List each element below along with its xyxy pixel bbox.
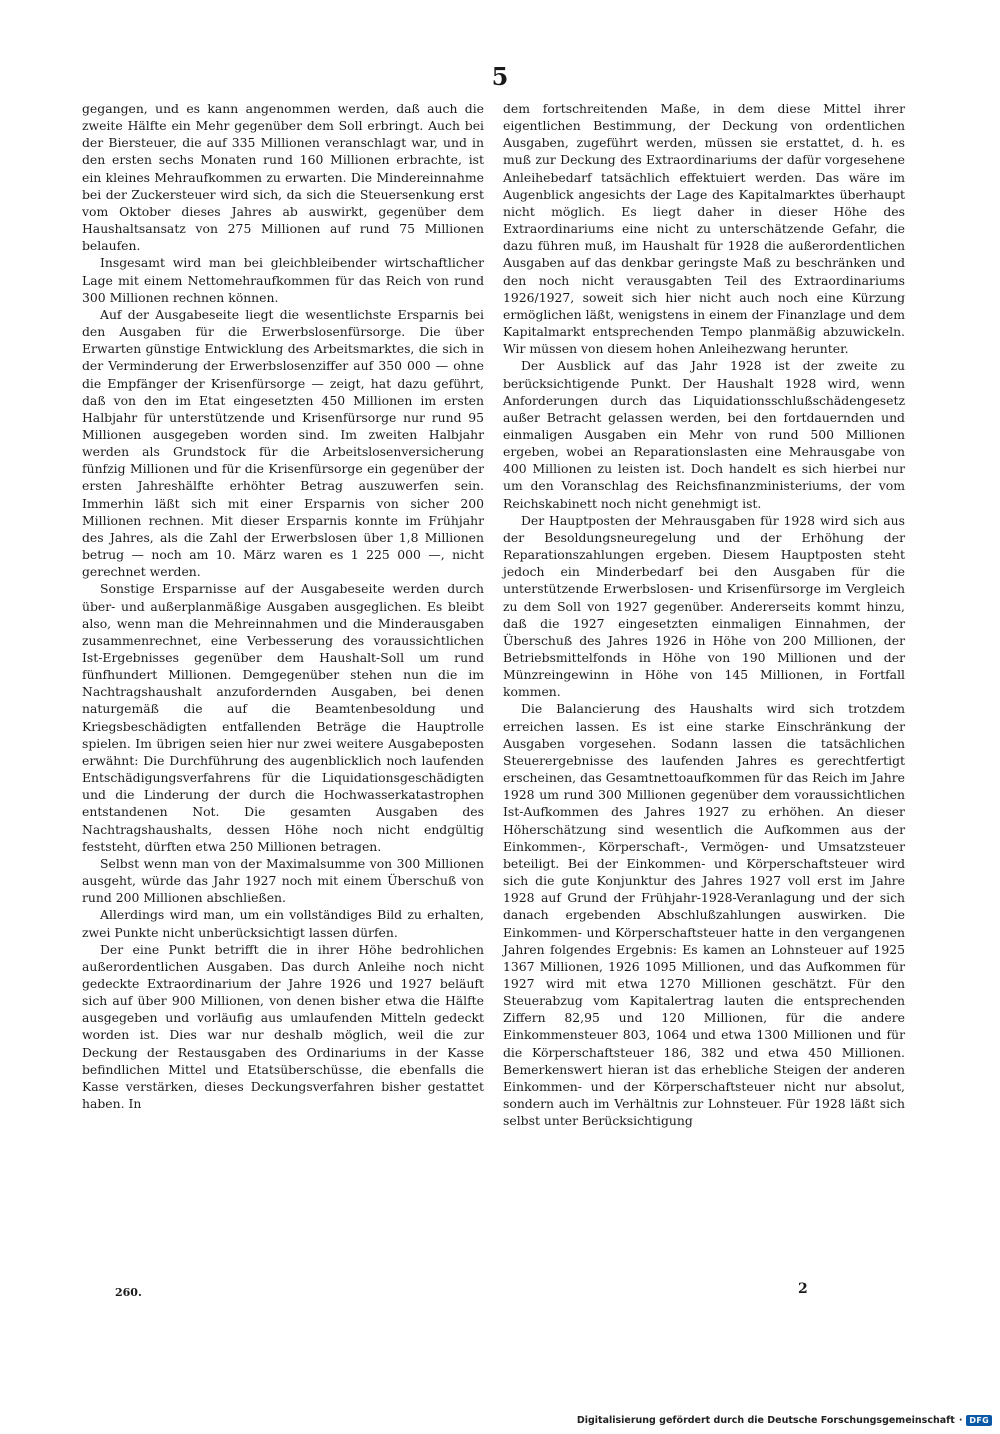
paragraph: Auf der Ausgabeseite liegt die wesentlichste Ersparnis bei den Ausgaben für die Erwerbslosenfürsorge. Die über Erwarten günstige Entwicklung des Arbeitsmarktes, die sich in der Verminderung der Erwerbslosenziffer auf 350 000 — ohne die Empfänger der Krisenfürsorge — zeigt, hat dazu geführt, daß von den im Etat eingesetzten 450 Millionen im ersten Halbjahr für unterstützende und Krisenfürsorge nur rund 95 Millionen ausgegeben worden sind. Im zweiten Halbjahr werden als Grundstock für die Arbeitslosenversicherung fünfzig Millionen und für die Krisenfürsorge ein gegenüber der ersten Jahreshälfte erhöhter Betrag auszuwerfen sein. Immerhin läßt sich mit einer Ersparnis von sicher 200 Millionen rechnen. Mit dieser Ersparnis konnte im Frühjahr des Jahres, als die Zahl der Erwerbslosen über 1,8 Millionen betrug — noch am 10. März waren es 1 225 000 —, nicht gerechnet werden.: [82, 306, 484, 580]
left-column: [82, 100, 484, 1112]
paragraph: Sonstige Ersparnisse auf der Ausgabeseite werden durch über- und außerplanmäßige Ausgaben ausgeglichen. Es bleibt also, wenn man die Mehreinnahmen und die Minderausgaben zusammenrechnet, eine Verbesserung des voraussichtlichen Ist-Ergebnisses gegenüber dem Haushalt-Soll um rund fünfhundert Millionen. Demgegenüber stehen nun die im Nachtragshaushalt anzufordernden Ausgaben, bei denen naturgemäß die auf die Beamtenbesoldung und Kriegsbeschädigten entfallenden Beträge die Hauptrolle spielen. Im übrigen seien hier nur zwei weitere Ausgabeposten erwähnt: Die Durchführung des augenblicklich noch laufenden Entschädigungsverfahrens für die Liquidationsgeschädigten und die Linderung der durch die Hochwasserkatastrophen entstandenen Not. Die gesamten Ausgaben des Nachtragshaushalts, dessen Höhe noch nicht endgültig feststeht, dürften etwa 250 Millionen betragen.: [82, 581, 484, 854]
digitization-credit: [577, 1415, 992, 1426]
dfg-logo-icon: DFG: [966, 1415, 992, 1426]
paragraph: Die Balancierung des Haushalts wird sich trotzdem erreichen lassen. Es ist eine starke Einschränkung der Ausgaben vorgesehen. Sodann lassen die tatsächlichen Steuerergebnisse des laufenden Jahres es gerechtfertigt erscheinen, das Gesamtnettoaufkommen für das Reich im Jahre 1928 um rund 300 Millionen gegenüber dem voraussichtlichen Ist-Aufkommen des Jahres 1927 zu erhöhen. An dieser Höherschätzung sind wesentlich die Aufkommen aus der Einkommen-, Körperschaft-, Vermögen- und Umsatzsteuer beteiligt. Bei der Einkommen- und Körperschaftsteuer wird sich die gute Konjunktur des Jahres 1927 voll erst im Jahre 1928 auf Grund der Frühjahr-1928-Veranlagung und der sich danach ergebenden Abschlußzahlungen auswirken. Die Einkommen- und Körperschaftsteuer hatte in den vergangenen Jahren folgendes Ergebnis: Es kamen an Lohnsteuer auf 1925 1367 Millionen, 1926 1095 Millionen, und das Aufkommen für 1927 wird mit etwa 1270 Millionen geschätzt. Für den Steuerabzug vom Kapitalertrag lauten die entsprechenden Ziffern 82,95 und 120 Millionen, für die andere Einkommensteuer 803, 1064 und etwa 1300 Millionen und für die Körperschaftsteuer 186, 382 und etwa 450 Millionen. Bemerkenswert hieran ist das erhebliche Steigen der anderen Einkommen- und der Körperschaftsteuer nicht nur absolut, sondern auch im Verhältnis zur Lohnsteuer. Für 1928 läßt sich selbst unter Berücksichtigung: [503, 701, 905, 1129]
paragraph: Allerdings wird man, um ein vollständiges Bild zu erhalten, zwei Punkte nicht unberücksichtigt lassen dürfen.: [82, 907, 484, 940]
paragraph: Der eine Punkt betrifft die in ihrer Höhe bedrohlichen außerordentlichen Ausgaben. Das durch Anleihe noch nicht gedeckte Extraordinarium der Jahre 1926 und 1927 beläuft sich auf über 900 Millionen, von denen bisher etwa die Hälfte ausgegeben und vorläufig aus umlaufenden Mitteln gedeckt worden ist. Dies war nur deshalb möglich, weil die zur Deckung der Restausgaben des Ordinariums in der Kasse befindlichen Mittel und Etatsüberschüsse, die ebenfalls die Kasse verstärken, dieses Deckungsverfahren bisher gestattet haben. In: [82, 941, 484, 1112]
credit-text: Digitalisierung gefördert durch die Deutsche Forschungsgemeinschaft: [576, 1415, 955, 1426]
paragraph: Der Ausblick auf das Jahr 1928 ist der zweite zu berücksichtigende Punkt. Der Haushalt 1928 wird, wenn Anforderungen durch das Liquidationsschlußschädengesetz außer Betracht gelassen werden, bei den fortdauernden und einmaligen Ausgaben ein Mehr von rund 500 Millionen ergeben, wobei an Reparationslasten eine Mehrausgabe von 400 Millionen zu leisten ist. Doch handelt es sich hierbei nur um den Voranschlag des Reichsfinanzministeriums, der vom Reichskabinett noch nicht genehmigt ist.: [503, 358, 905, 511]
right-column: [503, 100, 905, 1129]
print-run-mark: 260.: [115, 1286, 142, 1299]
paragraph: gegangen, und es kann angenommen werden, daß auch die zweite Hälfte ein Mehr gegenüber dem Soll erbringt. Auch bei der Biersteuer, die auf 335 Millionen veranschlagt war, und in den ersten sechs Monaten rund 160 Millionen erbrachte, ist ein kleines Mehraufkommen zu erwarten. Die Mindereinnahme bei der Zuckersteuer wird sich, da sich die Steuersenkung erst vom Oktober dieses Jahres ab auswirkt, gegenüber dem Haushaltsansatz von 275 Millionen auf rund 75 Millionen belaufen.: [82, 101, 484, 254]
paragraph: Der Hauptposten der Mehrausgaben für 1928 wird sich aus der Besoldungsneuregelung und der Erhöhung der Reparationszahlungen ergeben. Diesem Hauptposten steht jedoch ein Minderbedarf bei den Ausgaben für die unterstützende Erwerbslosen- und Krisenfürsorge im Vergleich zu dem Soll von 1927 gegenüber. Andererseits kommt hinzu, daß die 1927 eingesetzten einmaligen Einnahmen, der Überschuß des Jahres 1926 in Höhe von 200 Millionen, der Betriebsmittelfonds in Höhe von 190 Millionen und der Münzreingewinn in Höhe von 145 Millionen, in Fortfall kommen.: [503, 512, 905, 700]
separator: ·: [958, 1415, 963, 1426]
paragraph: Insgesamt wird man bei gleichbleibender wirtschaftlicher Lage mit einem Nettomehraufkommen für das Reich von rund 300 Millionen rechnen können.: [82, 255, 484, 305]
paragraph: Selbst wenn man von der Maximalsumme von 300 Millionen ausgeht, würde das Jahr 1927 noch mit einem Überschuß von rund 200 Millionen abschließen.: [82, 855, 484, 906]
paragraph: dem fortschreitenden Maße, in dem diese Mittel ihrer eigentlichen Bestimmung, der Deckung von ordentlichen Ausgaben, zugeführt werden, müssen sie erstattet, d. h. es muß zur Deckung des Extraordinariums der dafür vorgesehene Anleihebedarf tatsächlich effektuiert werden. Das wäre im Augenblick angesichts der Lage des Kapitalmarktes überhaupt nicht möglich. Es liegt daher in dieser Höhe des Extraordinariums eine nicht zu unterschätzende Gefahr, die dazu führen muß, im Haushalt für 1928 die außerordentlichen Ausgaben auf das denkbar geringste Maß zu beschränken und den noch nicht verausgabten Teil des Extraordinariums 1926/1927, soweit sich hier nicht auch noch eine Kürzung ermöglichen läßt, wenigstens in einem der Finanzlage und dem Kapitalmarkt entsprechenden Tempo planmäßig abzuwickeln. Wir müssen von diesem hohen Anleihezwang herunter.: [503, 101, 905, 357]
signature-mark: 2: [798, 1281, 808, 1297]
page-number: 5: [491, 62, 509, 91]
